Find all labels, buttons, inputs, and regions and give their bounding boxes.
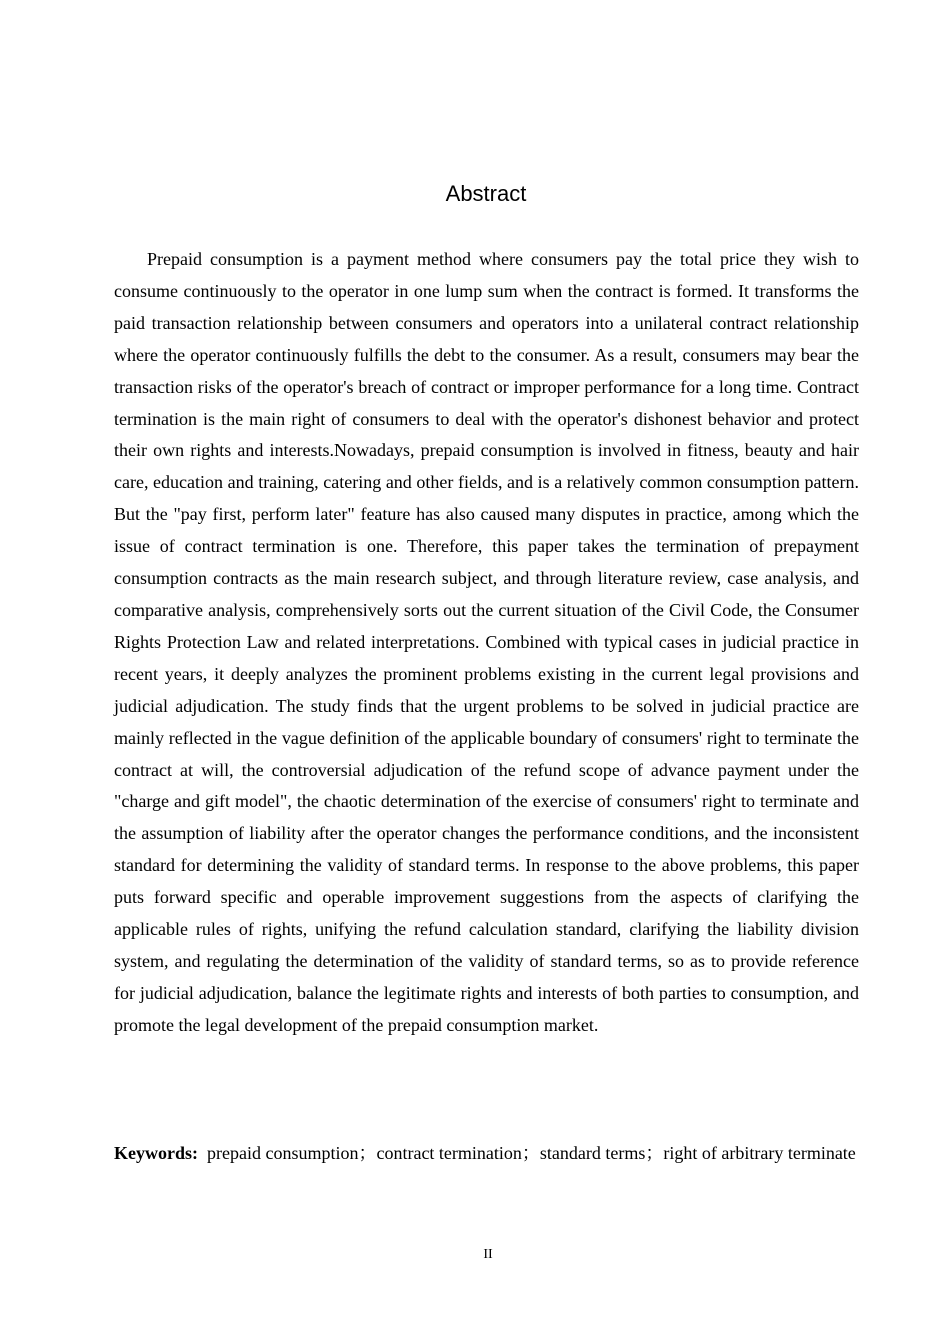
keywords-label: Keywords: — [114, 1143, 198, 1163]
abstract-title: Abstract — [445, 181, 527, 206]
page-number: II — [483, 1247, 493, 1262]
keywords-list: prepaid consumption；contract termination；standard terms；right of arbitrary terminate — [207, 1143, 856, 1163]
abstract-body: Prepaid consumption is a payment method where consumers pay the total price they wish to consume continuously to the operator in one lump sum when the contract is formed. It transforms the paid transaction relationship between consumers and operators into a unilateral contract relationship where the operator continuously fulfills the debt to the consumer. As a result, consumers may bear the transaction risks of the operator's breach of contract or improper performance for a long time. Contract termination is the main right of consumers to deal with the operator's dishonest behavior and protect their own rights and interests.Nowadays, prepaid consumption is involved in fitness, beauty and hair care, education and training, catering and other fields, and is a relatively common consumption pattern. But the "pay first, perform later" feature has also caused many disputes in practice, among which the issue of contract termination is one. Therefore, this paper takes the termination of prepayment consumption contracts as the main research subject, and through literature review, case analysis, and comparative analysis, comprehensively sorts out the current situation of the Civil Code, the Consumer Rights Protection Law and related interpretations. Combined with typical cases in judicial practice in recent years, it deeply analyzes the prominent problems existing in the current legal provisions and judicial adjudication. The study finds that the urgent problems to be solved in judicial practice are mainly reflected in the vague definition of the applicable boundary of consumers' right to terminate the contract at will, the controversial adjudication of the refund scope of advance payment under the "charge and gift model", the chaotic determination of the exercise of consumers' right to terminate and the assumption of liability after the operator changes the performance conditions, and the inconsistent standard for determining the validity of standard terms. In response to the above problems, this paper puts forward specific and operable improvement suggestions from the aspects of clarifying the applicable rules of rights, unifying the refund calculation standard, clarifying the liability division system, and regulating the determination of the validity of standard terms, so as to provide reference for judicial adjudication, balance the legitimate rights and interests of both parties to consumption, and promote the legal development of the prepaid consumption market. — [114, 249, 859, 1035]
keywords-line — [114, 1138, 859, 1170]
